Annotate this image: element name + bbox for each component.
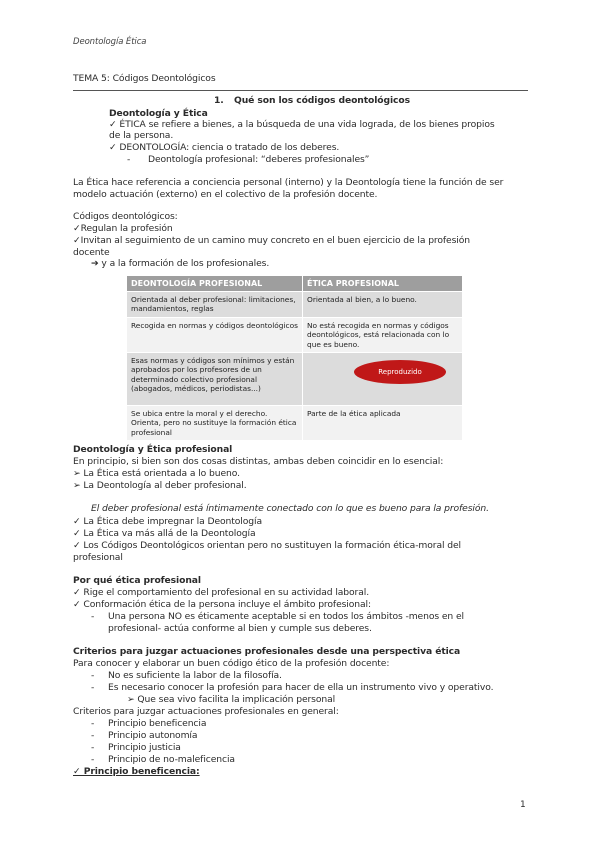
codigos-item-2: ✓Invitan al seguimiento de un camino muy concreto en el buen ejercicio de la profesión <box>73 235 470 246</box>
section2-check-3-cont: profesional <box>73 552 123 563</box>
section4-heading: Criterios para juzgar actuaciones profesionales desde una perspectiva ética <box>73 646 461 657</box>
dash-bullet: - <box>91 682 95 693</box>
paragraph-etica-deontologia-cont: modelo actuación (externo) en el colectivo de la profesión docente. <box>73 189 378 200</box>
dash-bullet: - <box>91 670 95 681</box>
section2-heading: Deontología y Ética profesional <box>73 444 233 455</box>
section2-check-2: ✓ La Ética va más allá de la Deontología <box>73 528 256 539</box>
table-header-deontologia: DEONTOLOGÍA PROFESIONAL <box>127 276 303 292</box>
table-row <box>127 406 463 441</box>
section3-dash-item: Una persona NO es éticamente aceptable si en todos los ámbitos -menos en el <box>108 611 464 622</box>
table-cell: Parte de la ética aplicada <box>303 406 463 441</box>
section4-dash-2: Es necesario conocer la profesión para hacer de ella un instrumento vivo y operativo. <box>108 682 494 693</box>
table-cell: Orientada al bien, a lo bueno. <box>303 292 463 318</box>
dash-bullet: - <box>91 754 95 765</box>
deontologia-definition: ✓ DEONTOLOGÍA: ciencia o tratado de los deberes. <box>109 142 340 153</box>
codigos-item-2-cont: docente <box>73 247 110 258</box>
table-row <box>127 292 463 318</box>
divider <box>73 90 528 91</box>
table-cell: Esas normas y códigos son mínimos y están aprobados por los profesores de un determinado colectivo profesional (abogados, médicos, periodistas...) <box>127 353 303 406</box>
section4-dash-1: No es suficiente la labor de la filosofía. <box>108 670 282 681</box>
section4-sub-1: ➢ Que sea vivo facilita la implicación personal <box>127 694 336 705</box>
table-cell: Recogida en normas y códigos deontológicos <box>127 318 303 353</box>
principle-item: Principio beneficencia <box>108 718 207 729</box>
section2-item-2: ➢ La Deontología al deber profesional. <box>73 480 247 491</box>
topic-title: TEMA 5: Códigos Deontológicos <box>73 73 216 84</box>
section1-subheading: Deontología y Ética <box>109 108 208 119</box>
section2-check-3: ✓ Los Códigos Deontológicos orientan pero no sustituyen la formación ética-moral del <box>73 540 462 551</box>
principio-beneficencia-heading: ✓ Principio beneficencia: <box>73 766 200 777</box>
table-cell: Orientada al deber profesional: limitaciones, mandamientos, reglas <box>127 292 303 318</box>
page-number: 1 <box>520 800 526 810</box>
codigos-heading: Códigos deontológicos: <box>73 211 178 222</box>
section4-intro: Para conocer y elaborar un buen código ético de la profesión docente: <box>73 658 390 669</box>
etica-definition-cont: de la persona. <box>109 130 174 141</box>
comparison-table <box>127 276 463 440</box>
section2-quote: El deber profesional está íntimamente conectado con lo que es bueno para la profesión. <box>91 503 489 514</box>
section2-check-1: ✓ La Ética debe impregnar la Deontología <box>73 516 262 527</box>
section1-title: Qué son los códigos deontológicos <box>234 95 410 106</box>
paragraph-etica-deontologia: La Ética hace referencia a conciencia personal (interno) y la Deontología tiene la función de ser <box>73 177 504 188</box>
section4-criteria-intro: Criterios para juzgar actuaciones profesionales en general: <box>73 706 339 717</box>
table-header-etica: ÉTICA PROFESIONAL <box>303 276 463 292</box>
dash-bullet: - <box>91 742 95 753</box>
principle-item: Principio de no-maleficencia <box>108 754 235 765</box>
dash-bullet: - <box>127 154 131 165</box>
section3-dash-item-cont: profesional- actúa conforme al bien y cumple sus deberes. <box>108 623 372 634</box>
deontologia-profesional: Deontología profesional: “deberes profesionales” <box>148 154 370 165</box>
table-cell: Se ubica entre la moral y el derecho. Orienta, pero no sustituye la formación ética profesional <box>127 406 303 441</box>
section3-heading: Por qué ética profesional <box>73 575 201 586</box>
table-cell: No está recogida en normas y códigos deontológicos, está relacionada con lo que es bueno. <box>303 318 463 353</box>
codigos-item-3: ➔ y a la formación de los profesionales. <box>91 258 270 269</box>
section3-item-2: ✓ Conformación ética de la persona incluye el ámbito profesional: <box>73 599 371 610</box>
running-header: Deontología Ética <box>73 37 147 47</box>
codigos-item-1: ✓Regulan la profesión <box>73 223 173 234</box>
section1-number: 1. <box>214 95 224 106</box>
dash-bullet: - <box>91 718 95 729</box>
section2-item-1: ➢ La Ética está orientada a lo bueno. <box>73 468 240 479</box>
principle-item: Principio autonomía <box>108 730 198 741</box>
dash-bullet: - <box>91 730 95 741</box>
reproduced-stamp: Reproduzido <box>354 360 446 384</box>
dash-bullet: - <box>91 611 95 622</box>
section3-item-1: ✓ Rige el comportamiento del profesional en su actividad laboral. <box>73 587 370 598</box>
section2-intro: En principio, si bien son dos cosas distintas, ambas deben coincidir en lo esencial: <box>73 456 444 467</box>
etica-definition: ✓ ÉTICA se refiere a bienes, a la búsqueda de una vida lograda, de los bienes propios <box>109 119 495 130</box>
principle-item: Principio justicia <box>108 742 181 753</box>
table-row <box>127 318 463 353</box>
